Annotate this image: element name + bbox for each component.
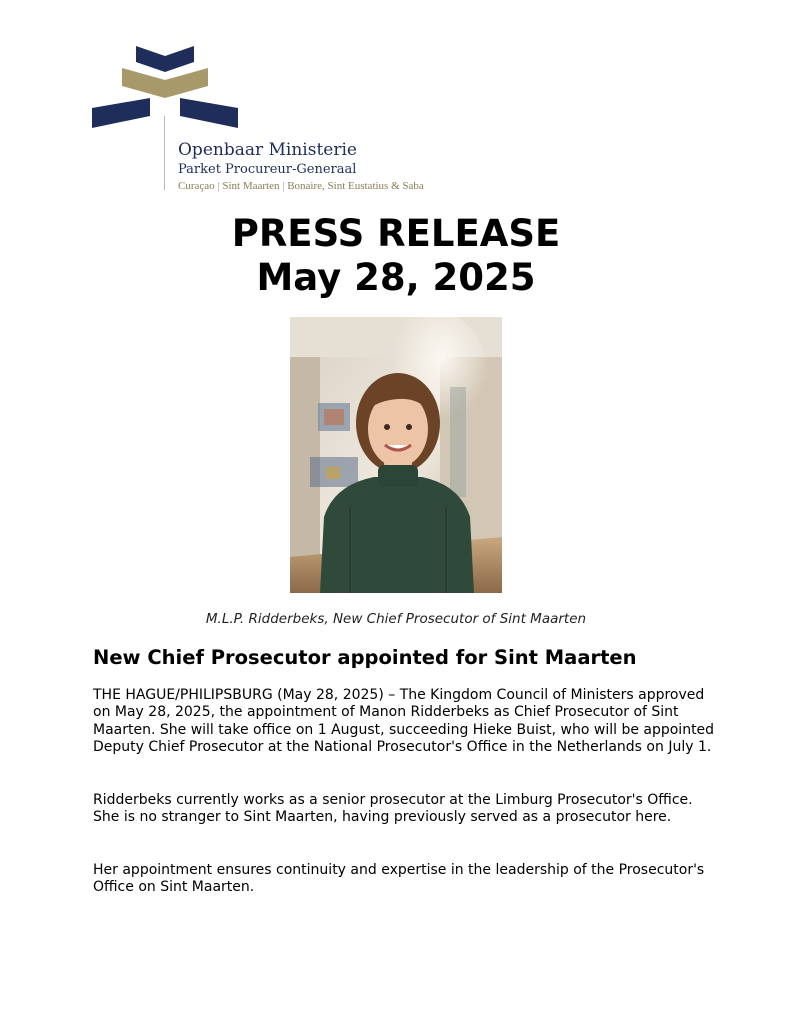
- press-release-title: PRESS RELEASE: [231, 212, 561, 255]
- article-paragraph: THE HAGUE/PHILIPSBURG (May 28, 2025) – The Kingdom Council of Ministers approved on May 28, 2025, the appointment of Manon Ridderbeks as Chief Prosecutor of Sint Maarten. She will take office on 1 August, succeeding Hieke Buist, who will be appointed Deputy Chief Prosecutor at the National Prosecutor's Office in the Netherlands on July 1.: [93, 687, 715, 756]
- region-separator: |: [282, 180, 288, 192]
- article-paragraph: Ridderbeks currently works as a senior prosecutor at the Limburg Prosecutor's Office. She is no stranger to Sint Maarten, having previously served as a prosecutor here.: [93, 792, 693, 826]
- article-paragraph: Her appointment ensures continuity and expertise in the leadership of the Prosecutor's Office on Sint Maarten.: [93, 862, 705, 896]
- org-name: Openbaar Ministerie: [178, 140, 357, 160]
- region-bes: Bonaire, Sint Eustatius & Saba: [287, 180, 424, 192]
- press-release-date: May 28, 2025: [256, 256, 536, 299]
- om-logo-icon: [92, 46, 238, 128]
- region-separator: |: [217, 180, 223, 192]
- region-sint-maarten: Sint Maarten: [222, 180, 280, 192]
- org-regions: [178, 180, 424, 192]
- photo-caption: M.L.P. Ridderbeks, New Chief Prosecutor of Sint Maarten: [205, 611, 587, 627]
- portrait-photo: [290, 317, 502, 593]
- article-headline: New Chief Prosecutor appointed for Sint Maarten: [93, 646, 637, 669]
- org-subtitle: Parket Procureur-Generaal: [178, 162, 357, 177]
- region-curacao: Curaçao: [178, 180, 215, 192]
- logo-divider: [164, 116, 165, 190]
